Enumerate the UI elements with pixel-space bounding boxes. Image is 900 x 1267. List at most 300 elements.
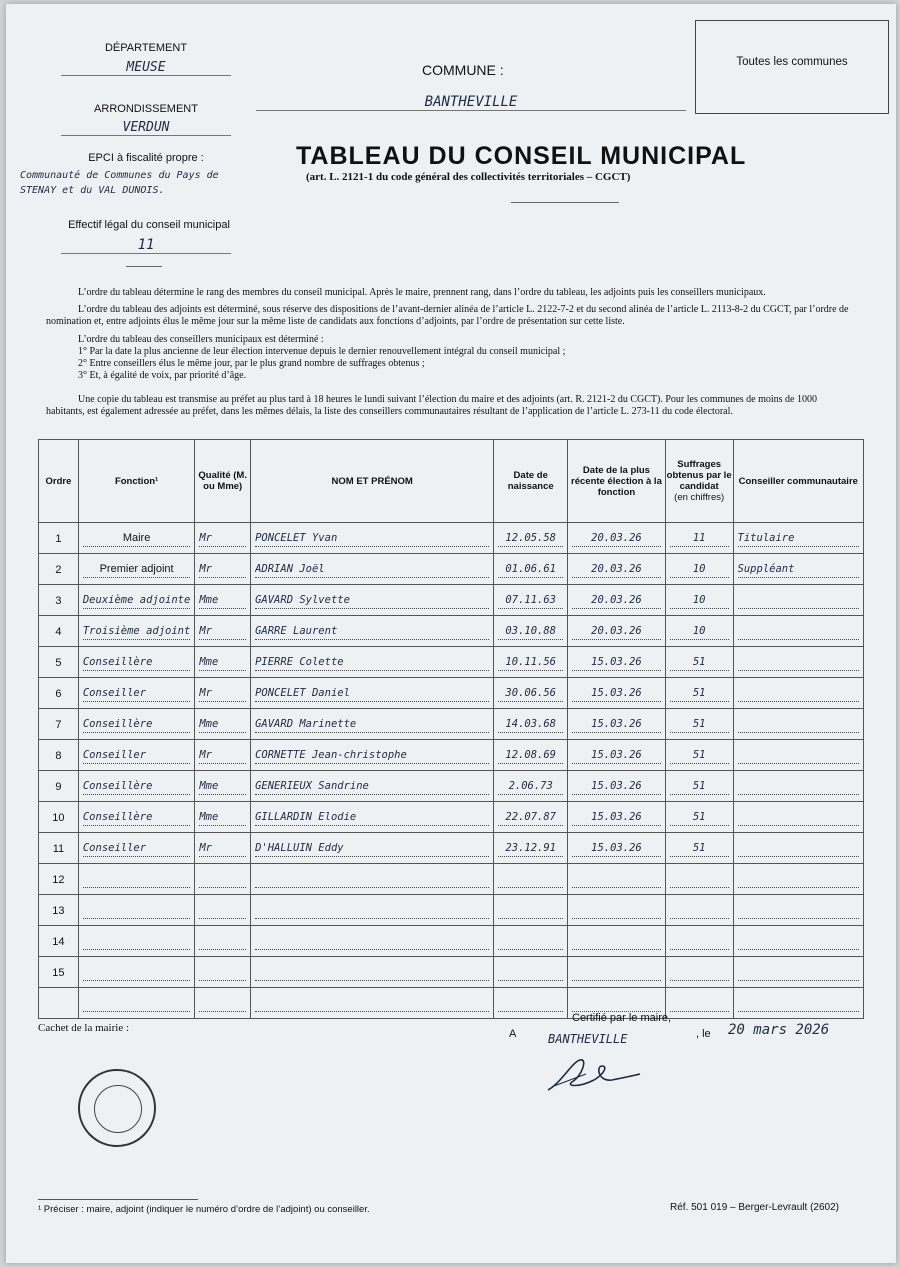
- cell-election: [568, 895, 666, 926]
- nom-value: PONCELET Daniel: [255, 685, 489, 702]
- divider: [126, 266, 162, 267]
- qualite-value: [199, 871, 246, 888]
- election-value: 20.03.26: [572, 561, 661, 578]
- qualite-value: [199, 933, 246, 950]
- cell-election: [568, 957, 666, 988]
- table-row: [39, 864, 864, 895]
- conseiller-value: [738, 685, 859, 702]
- cell-ordre: [39, 740, 79, 771]
- fonction-value: Troisième adjoint: [83, 623, 190, 640]
- cell-conseiller: [733, 647, 863, 678]
- naissance-value: 30.06.56: [498, 685, 563, 702]
- table-row: [39, 988, 864, 1019]
- naissance-value: 12.08.69: [498, 747, 563, 764]
- cell-nom: [251, 678, 494, 709]
- communes-box-text: Toutes les communes: [736, 56, 848, 68]
- table-row: [39, 895, 864, 926]
- election-value: 15.03.26: [572, 747, 661, 764]
- election-value: 20.03.26: [572, 530, 661, 547]
- naissance-value: [498, 933, 563, 950]
- naissance-value: [498, 902, 563, 919]
- cell-ordre: [39, 802, 79, 833]
- cell-suffrages: [665, 895, 733, 926]
- qualite-value: Mme: [199, 592, 246, 609]
- fonction-value: Conseillère: [83, 809, 190, 826]
- effectif-label: Effectif légal du conseil municipal: [68, 219, 230, 231]
- cell-suffrages: [665, 678, 733, 709]
- nom-value: [255, 871, 489, 888]
- naissance-value: 03.10.88: [498, 623, 563, 640]
- arrondissement-label: ARRONDISSEMENT: [94, 103, 198, 115]
- cell-fonction: [78, 864, 194, 895]
- fonction-value: [83, 964, 190, 981]
- cell-ordre: [39, 616, 79, 647]
- cell-conseiller: [733, 554, 863, 585]
- election-value: [572, 902, 661, 919]
- table-row: [39, 833, 864, 864]
- cachet-label: Cachet de la mairie :: [38, 1022, 130, 1034]
- nom-value: [255, 933, 489, 950]
- ordre-value: 4: [55, 626, 62, 638]
- header-suffrages-label: Suffrages obtenus par le candidat: [666, 459, 732, 492]
- table-header-row: [39, 440, 864, 523]
- cell-ordre: [39, 895, 79, 926]
- intro-paragraph-3: L’ordre du tableau des conseillers municipaux est déterminé :: [78, 334, 324, 345]
- qualite-value: Mme: [199, 778, 246, 795]
- cell-election: [568, 926, 666, 957]
- le-value: 20 mars 2026: [728, 1022, 830, 1038]
- conseiller-value: [738, 716, 859, 733]
- mayor-signature: [542, 1052, 642, 1096]
- cell-suffrages: [665, 740, 733, 771]
- cell-naissance: [494, 554, 568, 585]
- cell-fonction: [78, 616, 194, 647]
- cell-election: [568, 585, 666, 616]
- cell-election: [568, 833, 666, 864]
- table-row: [39, 678, 864, 709]
- cell-nom: [251, 771, 494, 802]
- ordre-value: 3: [55, 595, 62, 607]
- suffrages-value: [670, 933, 729, 950]
- cell-naissance: [494, 864, 568, 895]
- cell-conseiller: [733, 864, 863, 895]
- divider: [38, 1199, 198, 1200]
- naissance-value: 10.11.56: [498, 654, 563, 671]
- qualite-value: Mr: [199, 623, 246, 640]
- conseiller-value: [738, 871, 859, 888]
- cell-ordre: [39, 926, 79, 957]
- qualite-value: Mme: [199, 809, 246, 826]
- cell-naissance: [494, 709, 568, 740]
- cell-conseiller: [733, 523, 863, 554]
- fonction-value: Maire: [83, 530, 190, 547]
- cell-election: [568, 647, 666, 678]
- naissance-value: [498, 995, 563, 1012]
- table-row: [39, 647, 864, 678]
- table-row: [39, 957, 864, 988]
- nom-value: GARRE Laurent: [255, 623, 489, 640]
- communes-box: [695, 20, 889, 114]
- cell-naissance: [494, 678, 568, 709]
- epci-value-line2: STENAY et du VAL DUNOIS.: [20, 185, 165, 196]
- cell-fonction: [78, 554, 194, 585]
- suffrages-value: 11: [670, 530, 729, 547]
- cell-suffrages: [665, 647, 733, 678]
- divider: [511, 202, 619, 203]
- conseiller-value: Titulaire: [738, 530, 859, 547]
- cell-fonction: [78, 709, 194, 740]
- cell-suffrages: [665, 709, 733, 740]
- intro-paragraph-4: 1° Par la date la plus ancienne de leur élection intervenue depuis le dernier renouvellement intégral du conseil municipal ;: [78, 346, 566, 357]
- reference: Réf. 501 019 – Berger-Levrault (2602): [670, 1202, 839, 1213]
- qualite-value: [199, 995, 246, 1012]
- cell-naissance: [494, 616, 568, 647]
- suffrages-value: 51: [670, 778, 729, 795]
- cell-suffrages: [665, 523, 733, 554]
- cell-fonction: [78, 926, 194, 957]
- certifie-label: Certifié par le maire,: [572, 1012, 672, 1024]
- ordre-value: 13: [52, 905, 65, 917]
- ordre-value: 1: [55, 533, 62, 545]
- suffrages-value: 10: [670, 592, 729, 609]
- cell-nom: [251, 895, 494, 926]
- table-row: [39, 802, 864, 833]
- cell-fonction: [78, 647, 194, 678]
- stamp-emblem: [94, 1085, 142, 1133]
- ordre-value: 7: [55, 719, 62, 731]
- fonction-value: Premier adjoint: [83, 561, 190, 578]
- naissance-value: 12.05.58: [498, 530, 563, 547]
- cell-qualite: [195, 957, 251, 988]
- cell-suffrages: [665, 926, 733, 957]
- conseiller-value: [738, 995, 859, 1012]
- qualite-value: Mr: [199, 685, 246, 702]
- nom-value: ADRIAN Joël: [255, 561, 489, 578]
- qualite-value: Mr: [199, 840, 246, 857]
- cell-election: [568, 802, 666, 833]
- conseiller-value: [738, 964, 859, 981]
- ordre-value: 14: [52, 936, 65, 948]
- cell-election: [568, 740, 666, 771]
- cell-fonction: [78, 895, 194, 926]
- cell-qualite: [195, 895, 251, 926]
- fonction-value: [83, 871, 190, 888]
- suffrages-value: [670, 871, 729, 888]
- nom-value: GAVARD Marinette: [255, 716, 489, 733]
- cell-qualite: [195, 554, 251, 585]
- naissance-value: 22.07.87: [498, 809, 563, 826]
- header-election: Date de la plus récente élection à la fonction: [568, 440, 666, 523]
- table-row: [39, 585, 864, 616]
- cell-nom: [251, 709, 494, 740]
- election-value: 15.03.26: [572, 840, 661, 857]
- cell-nom: [251, 802, 494, 833]
- nom-value: GENERIEUX Sandrine: [255, 778, 489, 795]
- header-nom: NOM ET PRÉNOM: [251, 440, 494, 523]
- ordre-value: 2: [55, 564, 62, 576]
- cell-ordre: [39, 523, 79, 554]
- qualite-value: [199, 902, 246, 919]
- conseiller-value: [738, 623, 859, 640]
- cell-nom: [251, 740, 494, 771]
- suffrages-value: 10: [670, 561, 729, 578]
- nom-value: [255, 995, 489, 1012]
- election-value: 15.03.26: [572, 809, 661, 826]
- cell-election: [568, 709, 666, 740]
- header-conseiller: Conseiller communautaire: [733, 440, 863, 523]
- conseiller-value: [738, 809, 859, 826]
- cell-ordre: [39, 554, 79, 585]
- cell-conseiller: [733, 616, 863, 647]
- conseiller-value: [738, 933, 859, 950]
- suffrages-value: 51: [670, 747, 729, 764]
- cell-conseiller: [733, 802, 863, 833]
- naissance-value: 07.11.63: [498, 592, 563, 609]
- naissance-value: [498, 871, 563, 888]
- cell-election: [568, 616, 666, 647]
- page-subtitle: (art. L. 2121-1 du code général des collectivités territoriales – CGCT): [306, 171, 631, 183]
- header-suffrages-note: (en chiffres): [674, 492, 725, 503]
- qualite-value: [199, 964, 246, 981]
- conseiller-value: [738, 902, 859, 919]
- fonction-value: [83, 933, 190, 950]
- fonction-value: Conseiller: [83, 685, 190, 702]
- nom-value: [255, 902, 489, 919]
- suffrages-value: [670, 964, 729, 981]
- conseiller-value: [738, 778, 859, 795]
- cell-conseiller: [733, 957, 863, 988]
- fonction-value: [83, 995, 190, 1012]
- cell-conseiller: [733, 709, 863, 740]
- header-suffrages: [665, 440, 733, 523]
- cell-fonction: [78, 523, 194, 554]
- cell-qualite: [195, 740, 251, 771]
- qualite-value: Mme: [199, 716, 246, 733]
- cell-fonction: [78, 678, 194, 709]
- cell-nom: [251, 926, 494, 957]
- cell-naissance: [494, 523, 568, 554]
- qualite-value: Mr: [199, 561, 246, 578]
- election-value: [572, 995, 661, 1012]
- header-ordre: Ordre: [39, 440, 79, 523]
- effectif-value: 11: [61, 237, 231, 254]
- election-value: 15.03.26: [572, 654, 661, 671]
- a-value: BANTHEVILLE: [548, 1032, 628, 1046]
- intro-paragraph-6: 3° Et, à égalité de voix, par priorité d’âge.: [78, 370, 247, 381]
- cell-fonction: [78, 802, 194, 833]
- cell-nom: [251, 957, 494, 988]
- cell-conseiller: [733, 926, 863, 957]
- cell-qualite: [195, 523, 251, 554]
- cell-fonction: [78, 740, 194, 771]
- arrondissement-value: VERDUN: [61, 120, 231, 136]
- cell-ordre: [39, 709, 79, 740]
- intro-paragraph-7: Une copie du tableau est transmise au préfet au plus tard à 18 heures le lundi suivant l’élection du maire et des adjoints (art. R. 2121-2 du CGCT). Pour les communes de moins de 1000 habitants, est également adressée au préfet, dans les mêmes délais, la liste des conseillers communautaires résultant de l’application de l’article L. 273-11 du code électoral.: [46, 394, 817, 417]
- cell-qualite: [195, 833, 251, 864]
- commune-label: COMMUNE :: [422, 62, 504, 78]
- suffrages-value: 10: [670, 623, 729, 640]
- commune-value: BANTHEVILLE: [256, 94, 686, 111]
- cell-fonction: [78, 771, 194, 802]
- cell-naissance: [494, 802, 568, 833]
- election-value: [572, 964, 661, 981]
- cell-nom: [251, 585, 494, 616]
- nom-value: GAVARD Sylvette: [255, 592, 489, 609]
- cell-qualite: [195, 926, 251, 957]
- fonction-value: Conseillère: [83, 654, 190, 671]
- qualite-value: Mr: [199, 747, 246, 764]
- cell-nom: [251, 616, 494, 647]
- nom-value: [255, 964, 489, 981]
- intro-paragraph-2: L’ordre du tableau des adjoints est déterminé, sous réserve des dispositions de l’avant-dernier alinéa de l’article L. 2122-7-2 et du second alinéa de l’article L. 2113-8-2 du CGCT, par l’ordre de nomination et, entre adjoints élus le même jour sur la même liste de candidats aux fonctions d’adjoints, par l’ordre de présentation sur cette liste.: [46, 304, 849, 327]
- naissance-value: 2.06.73: [498, 778, 563, 795]
- fonction-value: Deuxième adjointe: [83, 592, 190, 609]
- naissance-value: [498, 964, 563, 981]
- cell-fonction: [78, 833, 194, 864]
- election-value: [572, 871, 661, 888]
- cell-qualite: [195, 678, 251, 709]
- cell-naissance: [494, 988, 568, 1019]
- table-row: [39, 709, 864, 740]
- naissance-value: 14.03.68: [498, 716, 563, 733]
- cell-fonction: [78, 957, 194, 988]
- qualite-value: Mme: [199, 654, 246, 671]
- cell-nom: [251, 523, 494, 554]
- cell-suffrages: [665, 988, 733, 1019]
- cell-nom: [251, 554, 494, 585]
- cell-naissance: [494, 771, 568, 802]
- conseiller-value: [738, 747, 859, 764]
- cell-ordre: [39, 771, 79, 802]
- footnote: ¹ Préciser : maire, adjoint (indiquer le numéro d’ordre de l’adjoint) ou conseiller.: [38, 1204, 370, 1215]
- page-title: TABLEAU DU CONSEIL MUNICIPAL: [296, 142, 747, 170]
- table-row: [39, 554, 864, 585]
- cell-qualite: [195, 585, 251, 616]
- fonction-value: Conseillère: [83, 716, 190, 733]
- table-row: [39, 523, 864, 554]
- cell-naissance: [494, 926, 568, 957]
- cell-conseiller: [733, 585, 863, 616]
- cell-ordre: [39, 647, 79, 678]
- cell-nom: [251, 864, 494, 895]
- cell-conseiller: [733, 833, 863, 864]
- qualite-value: Mr: [199, 530, 246, 547]
- cell-conseiller: [733, 895, 863, 926]
- cell-ordre: [39, 957, 79, 988]
- cell-qualite: [195, 616, 251, 647]
- epci-label: EPCI à fiscalité propre :: [88, 152, 204, 164]
- cell-conseiller: [733, 988, 863, 1019]
- election-value: 20.03.26: [572, 623, 661, 640]
- cell-qualite: [195, 647, 251, 678]
- nom-value: PIERRE Colette: [255, 654, 489, 671]
- cell-conseiller: [733, 678, 863, 709]
- cell-suffrages: [665, 864, 733, 895]
- cell-naissance: [494, 740, 568, 771]
- cell-conseiller: [733, 740, 863, 771]
- departement-value: MEUSE: [61, 60, 231, 76]
- cell-qualite: [195, 988, 251, 1019]
- a-label: A: [509, 1028, 517, 1040]
- table-row: [39, 616, 864, 647]
- cell-qualite: [195, 802, 251, 833]
- intro-paragraph-5: 2° Entre conseillers élus le même jour, par le plus grand nombre de suffrages obtenus ;: [78, 358, 425, 369]
- ordre-value: 6: [55, 688, 62, 700]
- cell-election: [568, 554, 666, 585]
- fonction-value: Conseiller: [83, 840, 190, 857]
- departement-label: DÉPARTEMENT: [104, 42, 188, 54]
- table-row: [39, 926, 864, 957]
- suffrages-value: 51: [670, 685, 729, 702]
- fonction-value: Conseiller: [83, 747, 190, 764]
- ordre-value: 9: [55, 781, 62, 793]
- cell-naissance: [494, 895, 568, 926]
- cell-qualite: [195, 864, 251, 895]
- cell-qualite: [195, 771, 251, 802]
- conseiller-value: [738, 592, 859, 609]
- cell-nom: [251, 647, 494, 678]
- naissance-value: 01.06.61: [498, 561, 563, 578]
- suffrages-value: 51: [670, 809, 729, 826]
- cell-ordre: [39, 988, 79, 1019]
- cell-election: [568, 864, 666, 895]
- intro-paragraph-1: L’ordre du tableau détermine le rang des membres du conseil municipal. Après le maire, prennent rang, dans l’ordre du tableau, les adjoints puis les conseillers municipaux.: [78, 287, 766, 298]
- epci-value-line1: Communauté de Communes du Pays de: [20, 170, 219, 181]
- ordre-value: [43, 996, 74, 1012]
- cell-ordre: [39, 678, 79, 709]
- document-page: [6, 4, 896, 1263]
- cell-suffrages: [665, 585, 733, 616]
- ordre-value: 12: [52, 874, 65, 886]
- table-row: [39, 771, 864, 802]
- election-value: 15.03.26: [572, 716, 661, 733]
- conseiller-value: Suppléant: [738, 561, 859, 578]
- cell-nom: [251, 833, 494, 864]
- cell-suffrages: [665, 554, 733, 585]
- mairie-stamp: [78, 1069, 156, 1147]
- cell-naissance: [494, 957, 568, 988]
- cell-nom: [251, 988, 494, 1019]
- cell-naissance: [494, 585, 568, 616]
- election-value: 15.03.26: [572, 778, 661, 795]
- suffrages-value: 51: [670, 840, 729, 857]
- fonction-value: [83, 902, 190, 919]
- cell-qualite: [195, 709, 251, 740]
- suffrages-value: [670, 995, 729, 1012]
- conseiller-value: [738, 654, 859, 671]
- suffrages-value: 51: [670, 716, 729, 733]
- header-naissance: Date de naissance: [494, 440, 568, 523]
- cell-ordre: [39, 833, 79, 864]
- header-qualite: Qualité (M. ou Mme): [195, 440, 251, 523]
- ordre-value: 10: [52, 812, 65, 824]
- nom-value: CORNETTE Jean-christophe: [255, 747, 489, 764]
- cell-election: [568, 523, 666, 554]
- election-value: 15.03.26: [572, 685, 661, 702]
- conseiller-value: [738, 840, 859, 857]
- cell-ordre: [39, 864, 79, 895]
- election-value: 20.03.26: [572, 592, 661, 609]
- cell-fonction: [78, 988, 194, 1019]
- cell-election: [568, 771, 666, 802]
- cell-suffrages: [665, 771, 733, 802]
- cell-suffrages: [665, 957, 733, 988]
- cell-suffrages: [665, 802, 733, 833]
- cell-suffrages: [665, 616, 733, 647]
- nom-value: GILLARDIN Elodie: [255, 809, 489, 826]
- cell-naissance: [494, 833, 568, 864]
- election-value: [572, 933, 661, 950]
